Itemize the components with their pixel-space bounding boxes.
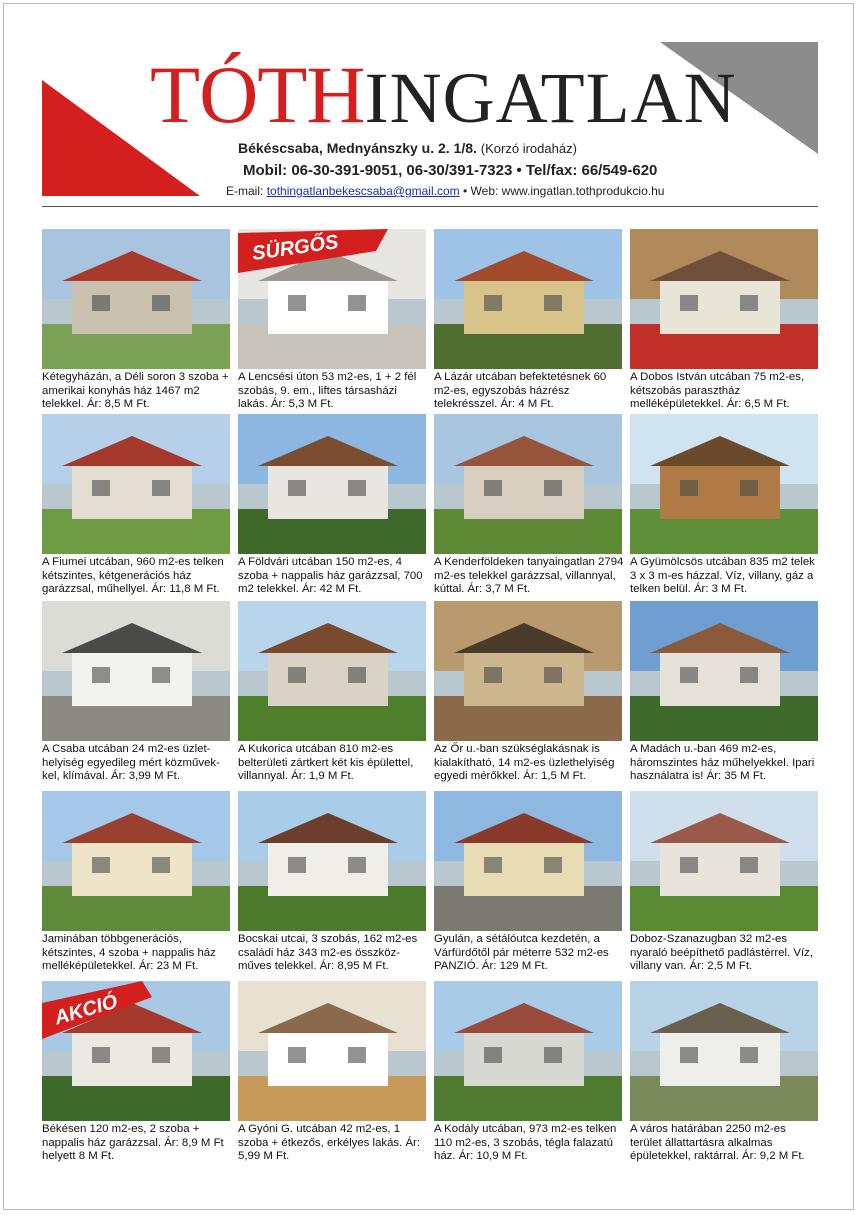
- listing-caption: Gyulán, a sétálóutca kezdetén, a Várfürdőtől pár méterre 532 m2-es PANZIÓ. Ár: 129 M Ft.: [434, 933, 609, 973]
- contact-web: [226, 184, 664, 198]
- listing-photo: [630, 601, 818, 741]
- listing-card[interactable]: [630, 414, 818, 594]
- listing-photo: [630, 791, 818, 931]
- listing-photo: [42, 791, 230, 931]
- listing-photo: [434, 791, 622, 931]
- listing-photo: [434, 229, 622, 369]
- listing-caption: A Madách u.-ban 469 m2-es, háromszintes ház műhelyekkel. Ipari használatra is! Ár: 35 M Ft.: [630, 743, 815, 783]
- listing-card[interactable]: [434, 414, 622, 594]
- listing-photo: [42, 229, 230, 369]
- listing-card[interactable]: [42, 601, 230, 781]
- listing-card[interactable]: [238, 414, 426, 594]
- listing-caption: A Lencsési úton 53 m2-es, 1 + 2 fél szobás, 9. em., liftes társasházi lakás. Ár: 5,3 M Ft.: [238, 371, 417, 411]
- listing-photo: [238, 981, 426, 1121]
- listing-photo: [630, 414, 818, 554]
- website-text: • Web: www.ingatlan.tothprodukcio.hu: [463, 184, 665, 198]
- listing-caption: Kétegyházán, a Déli soron 3 szoba + amerikai konyhás ház 1467 m2 telekkel. Ár: 8,5 M Ft.: [42, 371, 229, 411]
- listing-caption: Békésen 120 m2-es, 2 szoba + nappalis ház garázzsal. Ár: 8,9 M Ft helyett 8 M Ft.: [42, 1123, 224, 1163]
- listing-caption: A Földvári utcában 150 m2-es, 4 szoba + nappalis ház garázzsal, 700 m2 telekkel. Ár: 42 M Ft.: [238, 556, 423, 596]
- listing-card[interactable]: [434, 791, 622, 971]
- listing-photo: [238, 791, 426, 931]
- sale-badge: [42, 981, 162, 1041]
- listing-card[interactable]: [42, 414, 230, 594]
- listing-caption: A Gyümölcsös utcában 835 m2 telek 3 x 3 m-es házzal. Víz, villany, gáz a telken belül. Ár: 3 M Ft.: [630, 556, 815, 596]
- listing-card[interactable]: [434, 981, 622, 1161]
- listing-card[interactable]: [630, 981, 818, 1161]
- listing-photo: [434, 414, 622, 554]
- email-link[interactable]: tothingatlanbekescsaba@gmail.com: [266, 184, 460, 198]
- listing-caption: A Kodály utcában, 973 m2-es telken 110 m2-es, 3 szobás, tégla falazatú ház. Ár: 10,9 M Ft.: [434, 1123, 617, 1163]
- listing-card[interactable]: [630, 601, 818, 781]
- listing-card[interactable]: [42, 791, 230, 971]
- listing-caption: Doboz-Szanazugban 32 m2-es nyaraló beépíthető padlástérrel. Víz, villany van. Ár: 2,5 M Ft.: [630, 933, 813, 973]
- listing-card[interactable]: [238, 601, 426, 781]
- phone-numbers: Mobil: 06-30-391-9051, 06-30/391-7323 • Tel/fax: 66/549-620: [243, 162, 658, 179]
- header-divider: [42, 206, 818, 207]
- listing-card[interactable]: [630, 229, 818, 409]
- listing-card[interactable]: [630, 791, 818, 971]
- urgent-badge-label: SÜRGŐS: [250, 231, 340, 265]
- address-note: (Korzó irodaház): [480, 141, 577, 156]
- listing-photo: [238, 601, 426, 741]
- sale-badge-label: AKCIÓ: [52, 990, 121, 1030]
- listing-photo: [42, 601, 230, 741]
- listing-caption: A Csaba utcában 24 m2-es üzlet-helyiség egyedileg mért közművek-kel, klímával. Ár: 3,99 M Ft.: [42, 743, 220, 783]
- urgent-badge: [238, 229, 388, 273]
- office-address: [238, 140, 577, 156]
- listing-card[interactable]: [42, 981, 230, 1161]
- listing-photo: [434, 981, 622, 1121]
- listing-caption: Bocskai utcai, 3 szobás, 162 m2-es családi ház 343 m2-es összköz-műves telekkel. Ár: 8,95 M Ft.: [238, 933, 418, 973]
- listing-photo: [42, 414, 230, 554]
- listing-photo: [238, 414, 426, 554]
- listing-photo: [630, 229, 818, 369]
- brand-logo: [150, 48, 737, 140]
- listing-photo: [434, 601, 622, 741]
- listing-caption: A Gyóni G. utcában 42 m2-es, 1 szoba + étkezős, erkélyes lakás. Ár: 5,99 M Ft.: [238, 1123, 421, 1163]
- listing-photo: [630, 981, 818, 1121]
- listing-caption: A Lázár utcában befektetésnek 60 m2-es, egyszobás házrész telekrésszel. Ár: 4 M Ft.: [434, 371, 607, 411]
- email-label: E-mail:: [226, 184, 264, 198]
- listing-card[interactable]: [238, 981, 426, 1161]
- listing-caption: Az Őr u.-ban szükséglakásnak is kialakítható, 14 m2-es üzlethelyiség egyedi mérőkkel. Ár: 1,5 M Ft.: [434, 743, 615, 783]
- listing-card[interactable]: [434, 601, 622, 781]
- address-text: Békéscsaba, Mednyánszky u. 2. 1/8.: [238, 140, 477, 156]
- listing-card[interactable]: [42, 229, 230, 409]
- listing-caption: A Kenderföldeken tanyaingatlan 2794 m2-es telekkel garázzsal, villannyal, kúttal. Ár: 3,7 M Ft.: [434, 556, 624, 596]
- listing-card[interactable]: [238, 791, 426, 971]
- listing-card[interactable]: [238, 229, 426, 409]
- listing-caption: Jaminában többgenerációs, kétszintes, 4 szoba + nappalis ház melléképületekkel. Ár: 23 M Ft.: [42, 933, 216, 973]
- listing-caption: A Kukorica utcában 810 m2-es belterületi zártkert két kis épülettel, villannyal. Ár: 1,9 M Ft.: [238, 743, 414, 783]
- listing-caption: A város határában 2250 m2-es terület állattartásra alkalmas épületekkel, raktárral. Ár: 9,2 M Ft.: [630, 1123, 805, 1163]
- listing-caption: A Dobos István utcában 75 m2-es, kétszobás parasztház melléképületekkel. Ár: 6,5 M Ft.: [630, 371, 805, 411]
- brand-black: INGATLAN: [364, 58, 737, 138]
- listing-card[interactable]: [434, 229, 622, 409]
- listing-caption: A Fiumei utcában, 960 m2-es telken kétszintes, kétgenerációs ház garázzsal, műhellyel. Ár: 11,8 M Ft.: [42, 556, 224, 596]
- brand-red: TÓTH: [150, 49, 365, 140]
